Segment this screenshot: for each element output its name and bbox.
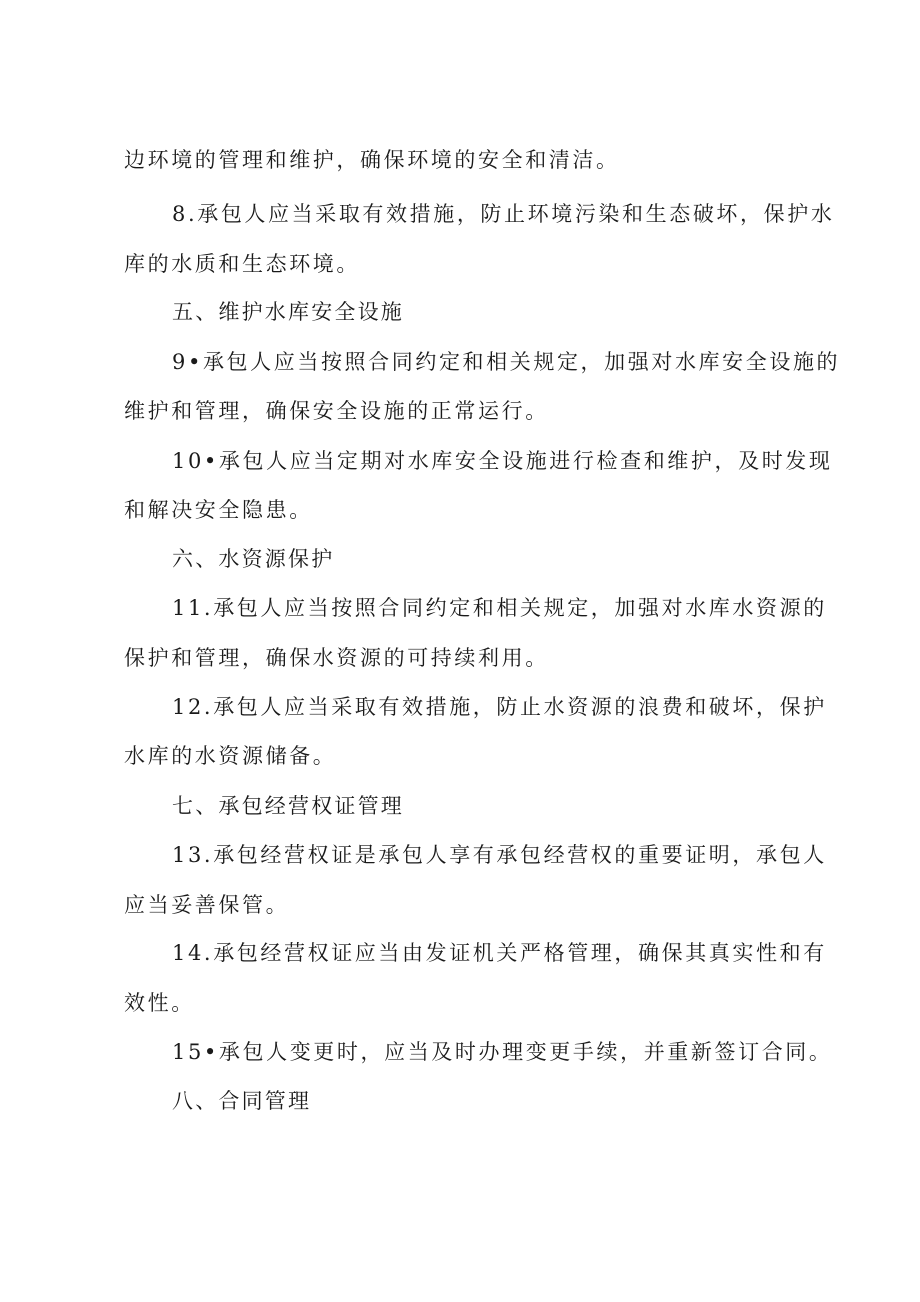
section-heading: 七、承包经营权证管理 — [172, 794, 404, 818]
paragraph-line: 15•承包人变更时，应当及时办理变更手续，并重新签订合同。 — [172, 1040, 833, 1064]
paragraph-line: 库的水质和生态环境。 — [124, 252, 360, 276]
paragraph-line: 12.承包人应当采取有效措施，防止水资源的浪费和破坏，保护 — [172, 695, 827, 719]
paragraph-line: 13.承包经营权证是承包人享有承包经营权的重要证明，承包人 — [172, 843, 827, 867]
paragraph-line: 11.承包人应当按照合同约定和相关规定，加强对水库水资源的 — [172, 596, 827, 620]
paragraph-line: 9•承包人应当按照合同约定和相关规定，加强对水库安全设施的 — [172, 350, 841, 374]
paragraph-line: 8.承包人应当采取有效措施，防止环境污染和生态破坏，保护水 — [172, 202, 835, 226]
paragraph-line: 边环境的管理和维护，确保环境的安全和清洁。 — [124, 148, 620, 172]
section-heading: 五、维护水库安全设施 — [172, 300, 404, 324]
section-heading: 八、合同管理 — [172, 1089, 312, 1113]
paragraph-line: 效性。 — [124, 991, 195, 1015]
paragraph-line: 10•承包人应当定期对水库安全设施进行检查和维护，及时发现 — [172, 449, 833, 473]
paragraph-line: 水库的水资源储备。 — [124, 744, 337, 768]
paragraph-line: 14.承包经营权证应当由发证机关严格管理，确保其真实性和有 — [172, 941, 827, 965]
paragraph-line: 保护和管理，确保水资源的可持续利用。 — [124, 646, 549, 670]
paragraph-line: 应当妥善保管。 — [124, 893, 290, 917]
paragraph-line: 维护和管理，确保安全设施的正常运行。 — [124, 399, 549, 423]
paragraph-line: 和解决安全隐患。 — [124, 498, 313, 522]
section-heading: 六、水资源保护 — [172, 547, 335, 571]
